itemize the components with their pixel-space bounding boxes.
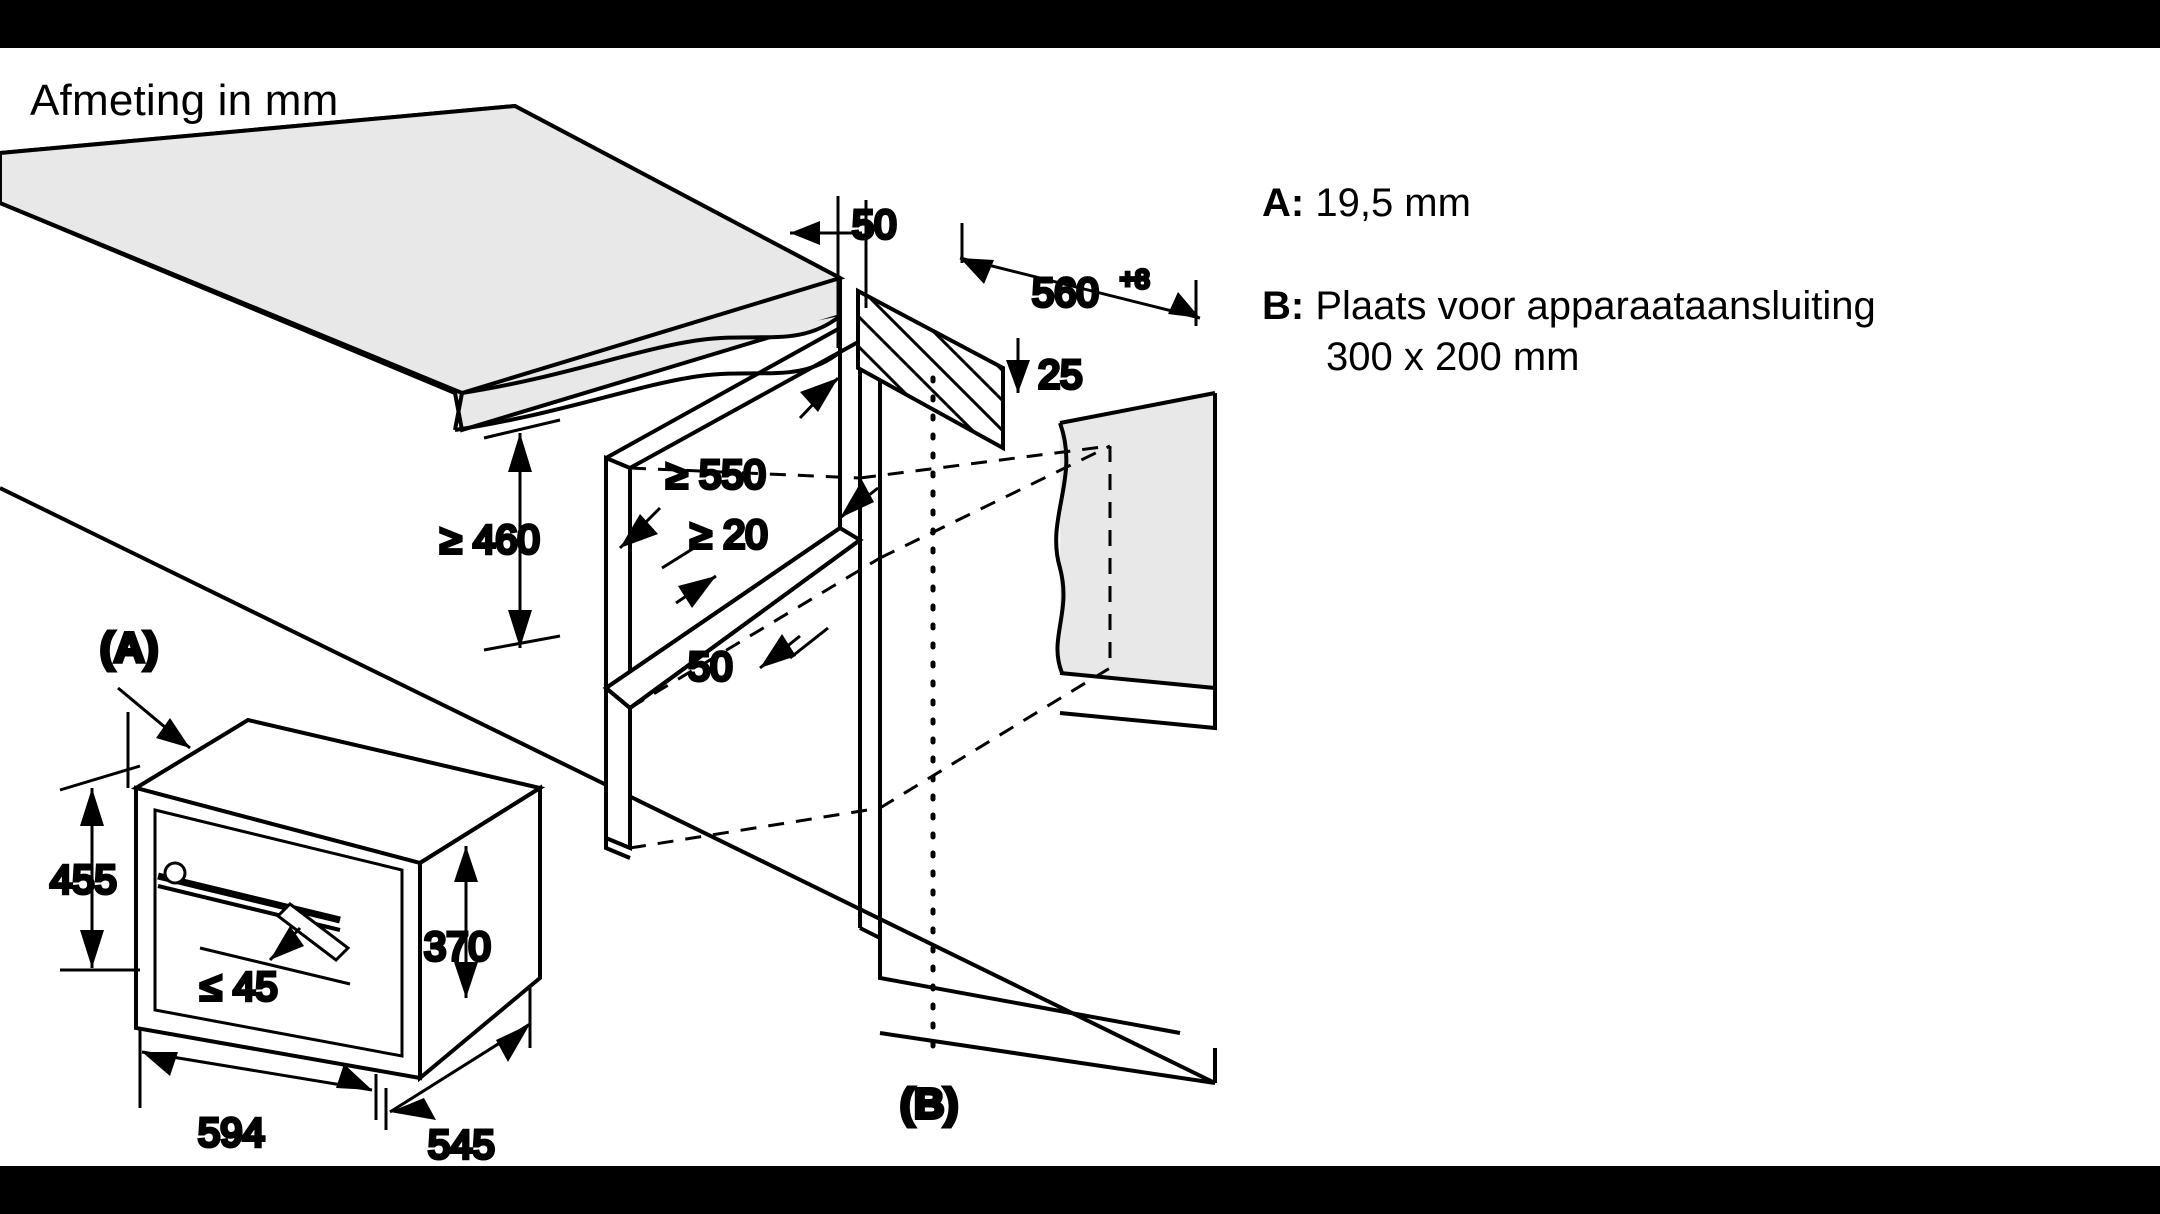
right-side-panel <box>1056 393 1215 728</box>
drawing-sheet <box>0 48 2160 1166</box>
label-niche-top-depth: 25 <box>1038 353 1083 397</box>
label-appliance-height: 455 <box>50 858 117 902</box>
legend-a-key: A: <box>1262 181 1305 225</box>
label-marker-a: (A) <box>100 624 159 671</box>
label-appliance-width: 594 <box>198 1111 265 1155</box>
label-appliance-depth: 545 <box>428 1123 495 1166</box>
label-door-clearance: ≤ 45 <box>200 965 278 1009</box>
label-marker-b: (B) <box>900 1080 959 1127</box>
legend-b-subtext: 300 x 200 mm <box>1326 335 1580 380</box>
label-niche-width-tolerance: +8 <box>1120 264 1150 294</box>
worktop-slab <box>0 106 840 430</box>
legend-a-text: 19,5 mm <box>1315 181 1471 225</box>
legend-b-key: B: <box>1262 284 1305 328</box>
installation-diagram <box>0 48 2160 1166</box>
appliance-oven <box>136 720 540 1078</box>
label-niche-top-gap: 50 <box>852 203 897 247</box>
page-title: Afmeting in mm <box>30 76 339 125</box>
label-niche-depth-min: ≥ 550 <box>666 453 766 497</box>
label-niche-height-min: ≥ 460 <box>440 518 540 562</box>
legend-b-text: Plaats voor apparaataansluiting <box>1315 284 1876 328</box>
label-rear-gap-min: ≥ 20 <box>690 513 768 557</box>
label-appliance-depth-front: 370 <box>424 925 491 969</box>
label-rear-gap: 50 <box>688 645 733 689</box>
label-niche-width: 560 <box>1032 271 1099 315</box>
